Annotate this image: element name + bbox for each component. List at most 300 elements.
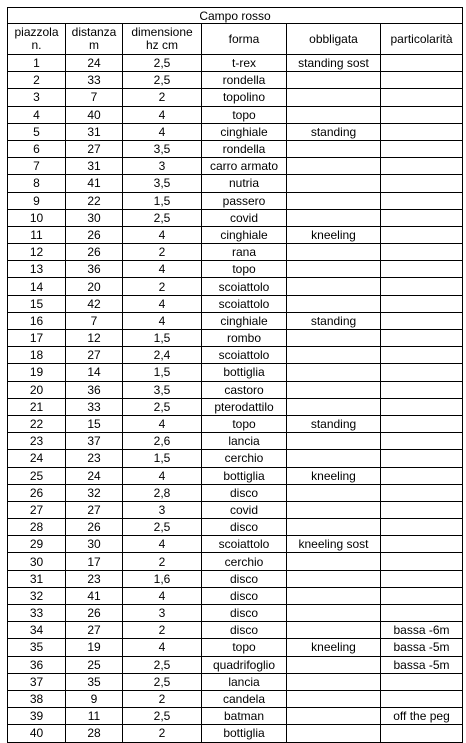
cell-piazzola: 40 xyxy=(8,725,66,742)
cell-obbligata: standing sost xyxy=(287,55,381,72)
cell-obbligata xyxy=(287,244,381,261)
cell-particolarita xyxy=(381,192,463,209)
table-row xyxy=(8,587,463,604)
table-row xyxy=(8,106,463,123)
cell-piazzola: 39 xyxy=(8,708,66,725)
targets-table xyxy=(7,7,463,743)
cell-particolarita xyxy=(381,278,463,295)
cell-forma: cerchio xyxy=(202,450,287,467)
cell-dimensione: 2 xyxy=(123,622,202,639)
cell-dimensione: 4 xyxy=(123,106,202,123)
table-row xyxy=(8,673,463,690)
cell-piazzola: 24 xyxy=(8,450,66,467)
cell-piazzola: 23 xyxy=(8,433,66,450)
header-line: dimensione xyxy=(131,25,193,39)
cell-obbligata xyxy=(287,570,381,587)
cell-forma: cinghiale xyxy=(202,226,287,243)
cell-piazzola: 4 xyxy=(8,106,66,123)
table-row xyxy=(8,639,463,656)
cell-dimensione: 2,5 xyxy=(123,708,202,725)
cell-piazzola: 14 xyxy=(8,278,66,295)
table-row xyxy=(8,244,463,261)
cell-obbligata xyxy=(287,278,381,295)
table-row xyxy=(8,89,463,106)
cell-obbligata xyxy=(287,261,381,278)
cell-dimensione: 2 xyxy=(123,89,202,106)
cell-particolarita: bassa -5m xyxy=(381,639,463,656)
table-row xyxy=(8,622,463,639)
cell-dimensione: 3,5 xyxy=(123,175,202,192)
cell-piazzola: 29 xyxy=(8,536,66,553)
cell-obbligata xyxy=(287,690,381,707)
cell-distanza: 17 xyxy=(66,553,123,570)
cell-forma: topolino xyxy=(202,89,287,106)
cell-piazzola: 38 xyxy=(8,690,66,707)
cell-distanza: 28 xyxy=(66,725,123,742)
cell-particolarita xyxy=(381,55,463,72)
cell-forma: scoiattolo xyxy=(202,347,287,364)
cell-piazzola: 5 xyxy=(8,123,66,140)
cell-dimensione: 4 xyxy=(123,415,202,432)
cell-obbligata xyxy=(287,192,381,209)
table-row xyxy=(8,175,463,192)
cell-distanza: 25 xyxy=(66,656,123,673)
cell-obbligata xyxy=(287,605,381,622)
cell-piazzola: 6 xyxy=(8,140,66,157)
cell-distanza: 26 xyxy=(66,226,123,243)
cell-particolarita xyxy=(381,226,463,243)
cell-particolarita xyxy=(381,330,463,347)
cell-particolarita xyxy=(381,381,463,398)
cell-piazzola: 13 xyxy=(8,261,66,278)
cell-distanza: 35 xyxy=(66,673,123,690)
table-row xyxy=(8,690,463,707)
cell-distanza: 42 xyxy=(66,295,123,312)
cell-distanza: 31 xyxy=(66,158,123,175)
cell-particolarita xyxy=(381,244,463,261)
table-row xyxy=(8,570,463,587)
cell-particolarita xyxy=(381,106,463,123)
cell-obbligata xyxy=(287,587,381,604)
cell-distanza: 11 xyxy=(66,708,123,725)
cell-forma: cinghiale xyxy=(202,312,287,329)
cell-piazzola: 30 xyxy=(8,553,66,570)
cell-obbligata: kneeling xyxy=(287,226,381,243)
cell-piazzola: 21 xyxy=(8,398,66,415)
header-row xyxy=(8,24,463,55)
cell-dimensione: 2,5 xyxy=(123,72,202,89)
cell-obbligata xyxy=(287,673,381,690)
cell-piazzola: 16 xyxy=(8,312,66,329)
cell-dimensione: 3 xyxy=(123,501,202,518)
cell-obbligata xyxy=(287,450,381,467)
cell-forma: scoiattolo xyxy=(202,536,287,553)
cell-obbligata: kneeling sost xyxy=(287,536,381,553)
cell-particolarita xyxy=(381,605,463,622)
table-row xyxy=(8,484,463,501)
cell-dimensione: 4 xyxy=(123,261,202,278)
cell-distanza: 32 xyxy=(66,484,123,501)
cell-piazzola: 8 xyxy=(8,175,66,192)
cell-obbligata: standing xyxy=(287,123,381,140)
table-row xyxy=(8,278,463,295)
cell-particolarita xyxy=(381,501,463,518)
cell-piazzola: 34 xyxy=(8,622,66,639)
table-body xyxy=(8,55,463,743)
cell-dimensione: 4 xyxy=(123,295,202,312)
cell-forma: bottiglia xyxy=(202,725,287,742)
cell-piazzola: 2 xyxy=(8,72,66,89)
table-row xyxy=(8,364,463,381)
cell-dimensione: 1,5 xyxy=(123,192,202,209)
cell-dimensione: 4 xyxy=(123,639,202,656)
cell-obbligata xyxy=(287,484,381,501)
cell-dimensione: 4 xyxy=(123,587,202,604)
cell-particolarita xyxy=(381,553,463,570)
cell-obbligata xyxy=(287,175,381,192)
cell-forma: lancia xyxy=(202,673,287,690)
cell-piazzola: 11 xyxy=(8,226,66,243)
cell-obbligata: standing xyxy=(287,415,381,432)
header-distanza xyxy=(66,24,123,55)
table-row xyxy=(8,501,463,518)
cell-distanza: 14 xyxy=(66,364,123,381)
table-row xyxy=(8,415,463,432)
cell-distanza: 40 xyxy=(66,106,123,123)
table-row xyxy=(8,725,463,742)
table-row xyxy=(8,261,463,278)
table-row xyxy=(8,312,463,329)
cell-obbligata xyxy=(287,519,381,536)
cell-forma: disco xyxy=(202,622,287,639)
table-row xyxy=(8,536,463,553)
cell-obbligata xyxy=(287,501,381,518)
cell-piazzola: 20 xyxy=(8,381,66,398)
cell-particolarita xyxy=(381,175,463,192)
cell-dimensione: 2,8 xyxy=(123,484,202,501)
cell-obbligata xyxy=(287,433,381,450)
cell-particolarita xyxy=(381,484,463,501)
cell-dimensione: 2 xyxy=(123,725,202,742)
cell-obbligata xyxy=(287,295,381,312)
cell-dimensione: 1,5 xyxy=(123,450,202,467)
table-row xyxy=(8,72,463,89)
cell-particolarita xyxy=(381,261,463,278)
cell-distanza: 36 xyxy=(66,261,123,278)
cell-dimensione: 4 xyxy=(123,123,202,140)
cell-distanza: 12 xyxy=(66,330,123,347)
cell-distanza: 41 xyxy=(66,175,123,192)
header-piazzola xyxy=(8,24,66,55)
cell-obbligata: kneeling xyxy=(287,639,381,656)
cell-dimensione: 3 xyxy=(123,158,202,175)
table-row xyxy=(8,605,463,622)
table-row xyxy=(8,192,463,209)
cell-distanza: 37 xyxy=(66,433,123,450)
cell-distanza: 27 xyxy=(66,501,123,518)
cell-piazzola: 35 xyxy=(8,639,66,656)
cell-forma: pterodattilo xyxy=(202,398,287,415)
cell-distanza: 20 xyxy=(66,278,123,295)
cell-particolarita: bassa -6m xyxy=(381,622,463,639)
cell-dimensione: 1,5 xyxy=(123,330,202,347)
cell-piazzola: 31 xyxy=(8,570,66,587)
cell-obbligata: standing xyxy=(287,312,381,329)
cell-piazzola: 15 xyxy=(8,295,66,312)
cell-distanza: 19 xyxy=(66,639,123,656)
header-line: hz cm xyxy=(145,38,178,52)
cell-obbligata xyxy=(287,398,381,415)
cell-distanza: 15 xyxy=(66,415,123,432)
header-line: particolarità xyxy=(390,31,453,46)
cell-piazzola: 12 xyxy=(8,244,66,261)
cell-dimensione: 1,6 xyxy=(123,570,202,587)
header-particolarita xyxy=(381,24,463,55)
cell-forma: covid xyxy=(202,209,287,226)
cell-obbligata xyxy=(287,72,381,89)
cell-forma: batman xyxy=(202,708,287,725)
header-line: m xyxy=(89,38,99,52)
cell-particolarita xyxy=(381,72,463,89)
cell-particolarita xyxy=(381,536,463,553)
cell-dimensione: 2 xyxy=(123,690,202,707)
cell-dimensione: 3,5 xyxy=(123,140,202,157)
cell-forma: bottiglia xyxy=(202,467,287,484)
cell-forma: scoiattolo xyxy=(202,295,287,312)
table-row xyxy=(8,55,463,72)
cell-dimensione: 4 xyxy=(123,467,202,484)
cell-dimensione: 2 xyxy=(123,278,202,295)
cell-dimensione: 2 xyxy=(123,244,202,261)
cell-particolarita xyxy=(381,725,463,742)
cell-distanza: 9 xyxy=(66,690,123,707)
cell-piazzola: 1 xyxy=(8,55,66,72)
cell-obbligata xyxy=(287,708,381,725)
cell-dimensione: 2 xyxy=(123,553,202,570)
cell-forma: t-rex xyxy=(202,55,287,72)
cell-forma: disco xyxy=(202,605,287,622)
cell-obbligata xyxy=(287,158,381,175)
cell-forma: rondella xyxy=(202,140,287,157)
cell-piazzola: 27 xyxy=(8,501,66,518)
cell-distanza: 24 xyxy=(66,467,123,484)
cell-distanza: 26 xyxy=(66,605,123,622)
cell-obbligata xyxy=(287,381,381,398)
cell-piazzola: 25 xyxy=(8,467,66,484)
cell-distanza: 23 xyxy=(66,570,123,587)
cell-dimensione: 2,4 xyxy=(123,347,202,364)
table-row xyxy=(8,330,463,347)
cell-distanza: 26 xyxy=(66,519,123,536)
cell-piazzola: 32 xyxy=(8,587,66,604)
header-line: obbligata xyxy=(309,31,358,46)
header-line: distanza xyxy=(71,25,117,39)
cell-distanza: 23 xyxy=(66,450,123,467)
cell-forma: disco xyxy=(202,519,287,536)
table-row xyxy=(8,467,463,484)
cell-obbligata xyxy=(287,725,381,742)
cell-distanza: 31 xyxy=(66,123,123,140)
cell-obbligata xyxy=(287,347,381,364)
cell-piazzola: 36 xyxy=(8,656,66,673)
cell-piazzola: 28 xyxy=(8,519,66,536)
cell-particolarita: off the peg xyxy=(381,708,463,725)
cell-forma: lancia xyxy=(202,433,287,450)
cell-particolarita xyxy=(381,415,463,432)
table-row xyxy=(8,295,463,312)
cell-forma: cinghiale xyxy=(202,123,287,140)
cell-piazzola: 9 xyxy=(8,192,66,209)
table-row xyxy=(8,381,463,398)
cell-obbligata xyxy=(287,330,381,347)
title-row xyxy=(8,8,463,24)
cell-forma: cerchio xyxy=(202,553,287,570)
cell-dimensione: 2,5 xyxy=(123,673,202,690)
cell-forma: rombo xyxy=(202,330,287,347)
cell-piazzola: 37 xyxy=(8,673,66,690)
cell-distanza: 33 xyxy=(66,72,123,89)
cell-forma: rana xyxy=(202,244,287,261)
header-line: piazzola xyxy=(14,25,59,39)
header-dimensione xyxy=(123,24,202,55)
cell-dimensione: 1,5 xyxy=(123,364,202,381)
cell-dimensione: 2,5 xyxy=(123,656,202,673)
cell-forma: topo xyxy=(202,639,287,656)
cell-forma: topo xyxy=(202,106,287,123)
cell-dimensione: 4 xyxy=(123,536,202,553)
cell-dimensione: 2,5 xyxy=(123,519,202,536)
cell-distanza: 36 xyxy=(66,381,123,398)
cell-particolarita xyxy=(381,347,463,364)
table-row xyxy=(8,209,463,226)
cell-piazzola: 22 xyxy=(8,415,66,432)
cell-particolarita xyxy=(381,398,463,415)
cell-distanza: 41 xyxy=(66,587,123,604)
table-row xyxy=(8,226,463,243)
table-row xyxy=(8,123,463,140)
table-row xyxy=(8,708,463,725)
cell-forma: disco xyxy=(202,484,287,501)
cell-distanza: 30 xyxy=(66,209,123,226)
header-forma xyxy=(202,24,287,55)
cell-piazzola: 7 xyxy=(8,158,66,175)
cell-distanza: 7 xyxy=(66,312,123,329)
cell-forma: candela xyxy=(202,690,287,707)
cell-particolarita xyxy=(381,209,463,226)
cell-particolarita xyxy=(381,312,463,329)
cell-forma: covid xyxy=(202,501,287,518)
cell-particolarita xyxy=(381,295,463,312)
cell-forma: topo xyxy=(202,261,287,278)
table-row xyxy=(8,158,463,175)
cell-particolarita xyxy=(381,690,463,707)
cell-dimensione: 4 xyxy=(123,226,202,243)
cell-particolarita xyxy=(381,89,463,106)
cell-distanza: 24 xyxy=(66,55,123,72)
cell-distanza: 27 xyxy=(66,140,123,157)
cell-dimensione: 2,6 xyxy=(123,433,202,450)
table-row xyxy=(8,553,463,570)
header-line: n. xyxy=(31,38,42,52)
cell-piazzola: 17 xyxy=(8,330,66,347)
cell-dimensione: 3 xyxy=(123,605,202,622)
cell-dimensione: 2,5 xyxy=(123,55,202,72)
cell-forma: scoiattolo xyxy=(202,278,287,295)
table-row xyxy=(8,347,463,364)
cell-particolarita xyxy=(381,587,463,604)
cell-obbligata xyxy=(287,656,381,673)
cell-obbligata: kneeling xyxy=(287,467,381,484)
cell-forma: carro armato xyxy=(202,158,287,175)
cell-particolarita xyxy=(381,519,463,536)
cell-forma: disco xyxy=(202,570,287,587)
cell-distanza: 30 xyxy=(66,536,123,553)
cell-particolarita xyxy=(381,158,463,175)
cell-piazzola: 3 xyxy=(8,89,66,106)
cell-forma: castoro xyxy=(202,381,287,398)
cell-dimensione: 3,5 xyxy=(123,381,202,398)
cell-forma: bottiglia xyxy=(202,364,287,381)
cell-piazzola: 19 xyxy=(8,364,66,381)
cell-particolarita xyxy=(381,364,463,381)
table-row xyxy=(8,433,463,450)
cell-piazzola: 10 xyxy=(8,209,66,226)
header-obbligata xyxy=(287,24,381,55)
cell-dimensione: 2,5 xyxy=(123,398,202,415)
cell-obbligata xyxy=(287,622,381,639)
table-row xyxy=(8,519,463,536)
cell-particolarita xyxy=(381,433,463,450)
cell-obbligata xyxy=(287,106,381,123)
cell-obbligata xyxy=(287,140,381,157)
cell-obbligata xyxy=(287,89,381,106)
cell-dimensione: 2,5 xyxy=(123,209,202,226)
cell-distanza: 27 xyxy=(66,347,123,364)
cell-distanza: 22 xyxy=(66,192,123,209)
cell-forma: disco xyxy=(202,587,287,604)
cell-obbligata xyxy=(287,364,381,381)
cell-distanza: 7 xyxy=(66,89,123,106)
cell-distanza: 26 xyxy=(66,244,123,261)
table-row xyxy=(8,398,463,415)
cell-particolarita xyxy=(381,140,463,157)
cell-obbligata xyxy=(287,553,381,570)
cell-distanza: 27 xyxy=(66,622,123,639)
cell-particolarita xyxy=(381,570,463,587)
cell-forma: quadrifoglio xyxy=(202,656,287,673)
cell-piazzola: 26 xyxy=(8,484,66,501)
cell-particolarita xyxy=(381,673,463,690)
cell-particolarita: bassa -5m xyxy=(381,656,463,673)
table-row xyxy=(8,140,463,157)
cell-distanza: 33 xyxy=(66,398,123,415)
sheet-title: Campo rosso xyxy=(8,8,463,24)
cell-forma: topo xyxy=(202,415,287,432)
cell-forma: nutria xyxy=(202,175,287,192)
cell-piazzola: 18 xyxy=(8,347,66,364)
table-row xyxy=(8,450,463,467)
cell-forma: rondella xyxy=(202,72,287,89)
cell-dimensione: 4 xyxy=(123,312,202,329)
cell-piazzola: 33 xyxy=(8,605,66,622)
cell-obbligata xyxy=(287,209,381,226)
header-line: forma xyxy=(228,31,260,46)
cell-particolarita xyxy=(381,450,463,467)
table-row xyxy=(8,656,463,673)
cell-particolarita xyxy=(381,123,463,140)
cell-particolarita xyxy=(381,467,463,484)
cell-forma: passero xyxy=(202,192,287,209)
